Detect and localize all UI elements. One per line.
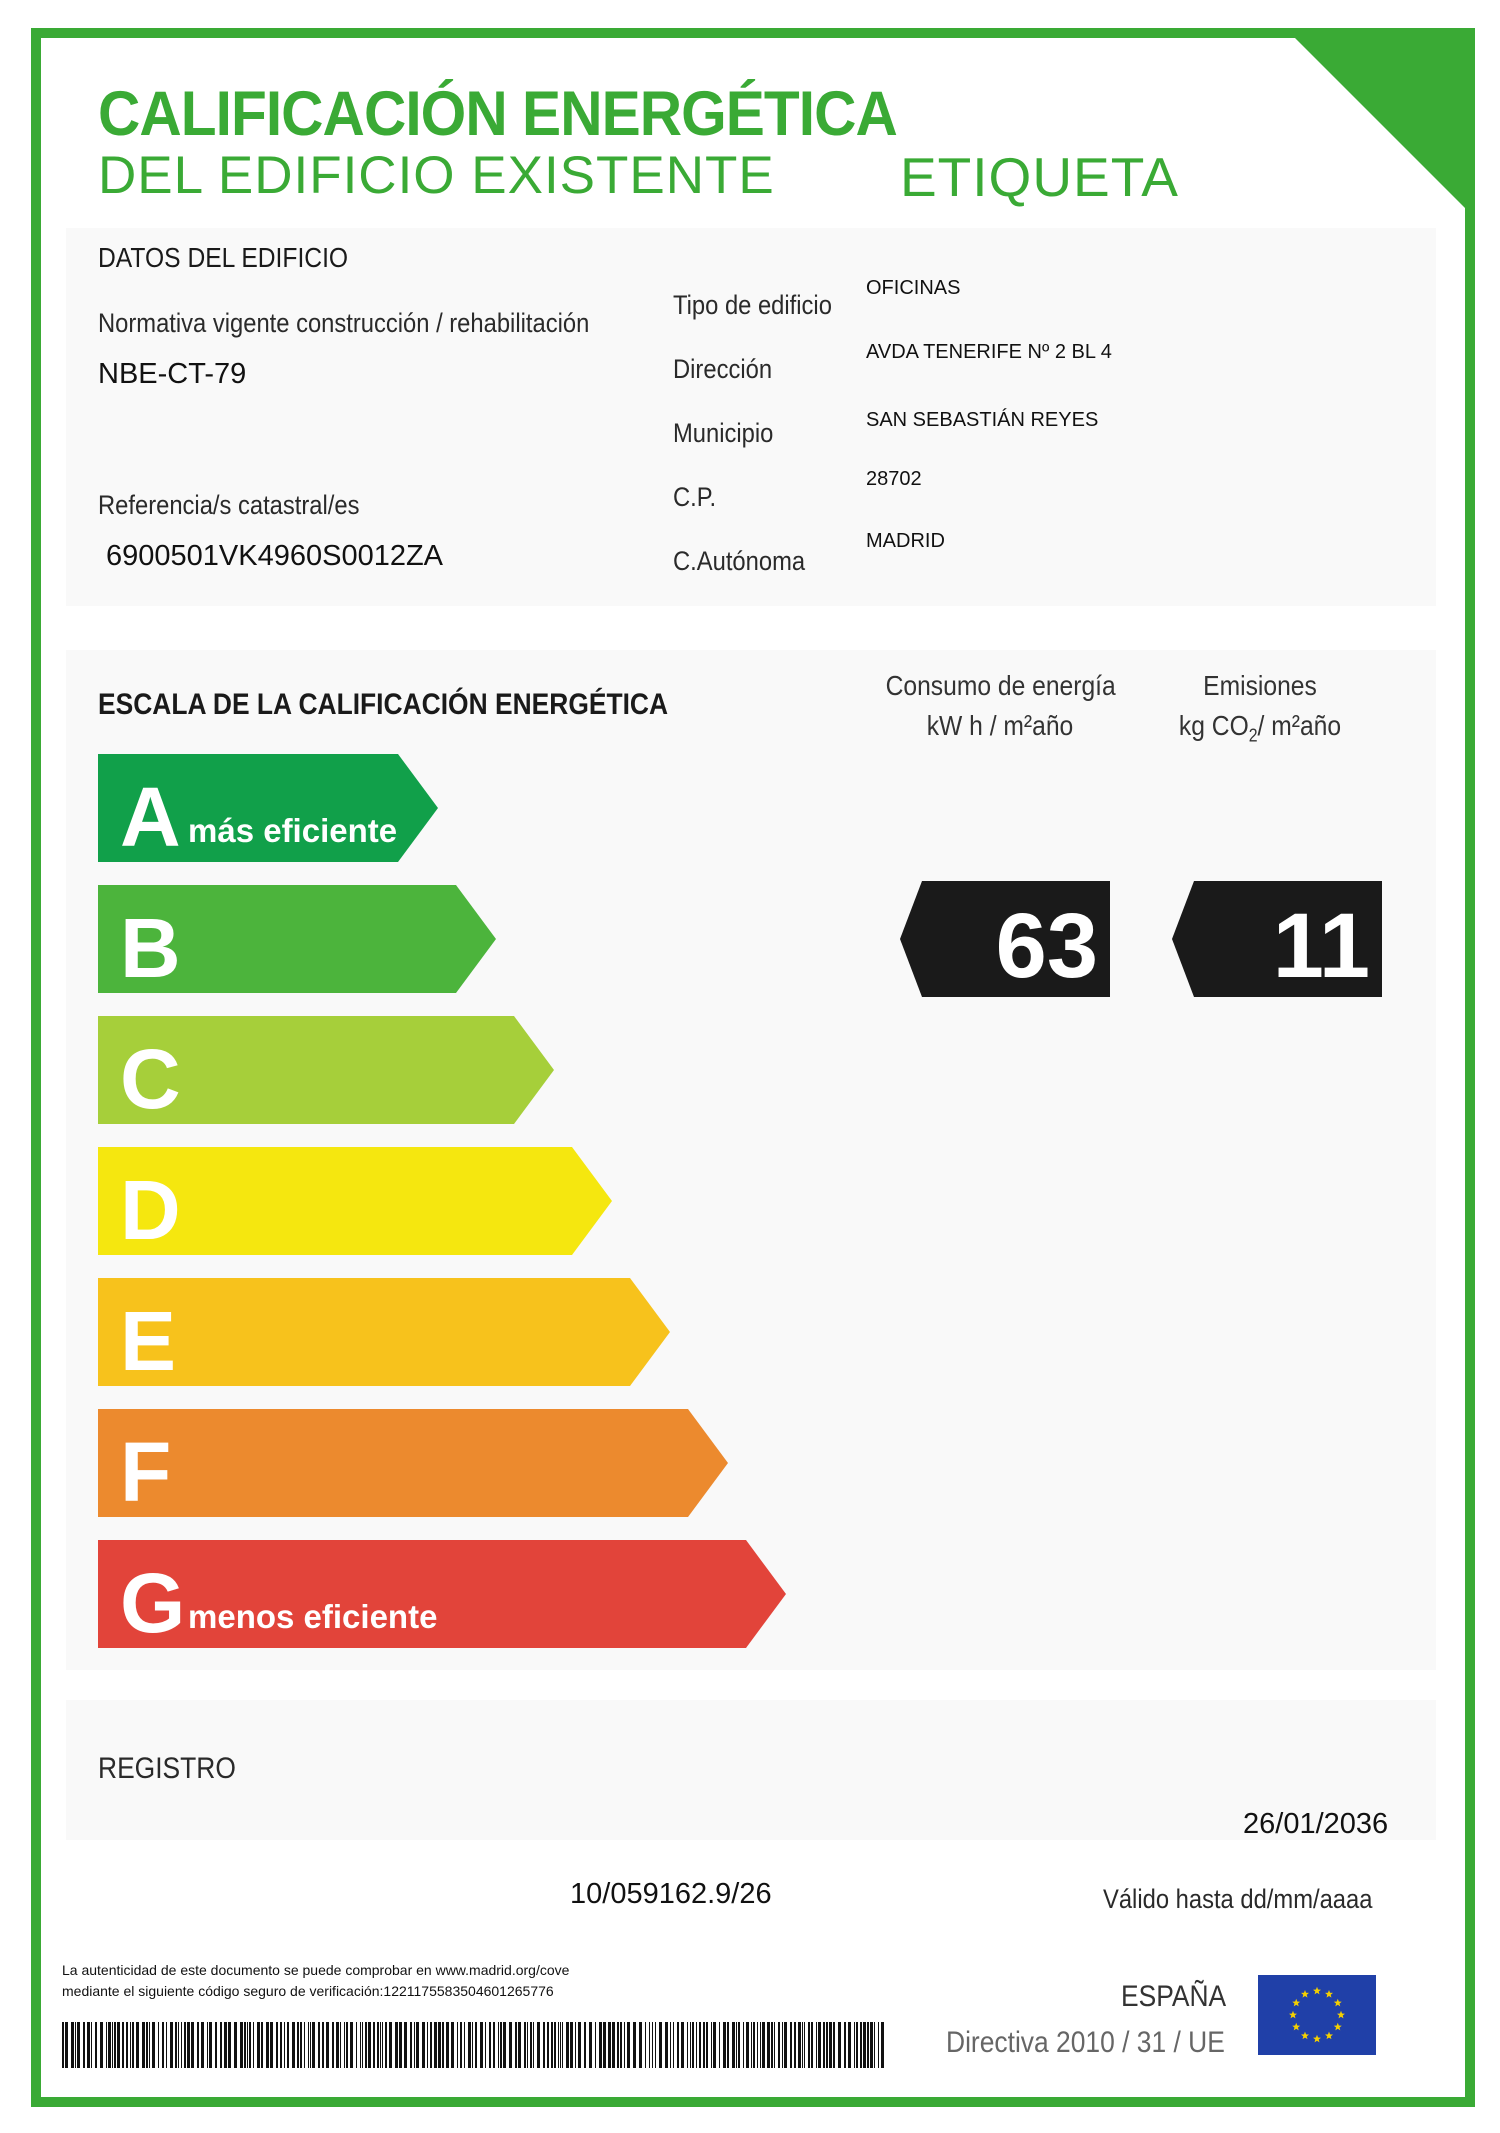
barcode-bar <box>312 2022 315 2068</box>
barcode-bar <box>703 2022 705 2068</box>
barcode-bar <box>184 2022 186 2068</box>
barcode-bar <box>112 2022 113 2068</box>
barcode-bar <box>530 2022 532 2068</box>
barcode-bar <box>368 2022 371 2068</box>
barcode-bar <box>808 2022 810 2068</box>
barcode-bar <box>874 2022 875 2068</box>
barcode-bar <box>826 2022 828 2068</box>
barcode-bar <box>878 2022 879 2068</box>
barcode-bar <box>318 2022 320 2068</box>
barcode-bar <box>589 2022 592 2068</box>
barcode-bar <box>575 2022 576 2068</box>
barcode-bar <box>485 2022 486 2068</box>
barcode-bar <box>706 2022 708 2068</box>
barcode-bar <box>310 2022 311 2068</box>
barcode-bar <box>762 2022 765 2068</box>
barcode-bar <box>732 2022 735 2068</box>
field-label-municipality: Municipio <box>673 418 774 448</box>
barcode-bar <box>603 2022 606 2068</box>
barcode-bar <box>774 2022 775 2068</box>
cadastral-value: 6900501VK4960S0012ZA <box>106 540 444 572</box>
registry-label: REGISTRO <box>98 1752 236 1785</box>
barcode-bar <box>65 2022 68 2068</box>
barcode-bar <box>340 2022 341 2068</box>
barcode-bar <box>385 2022 387 2068</box>
class-arrow-f <box>98 1409 728 1519</box>
barcode-bar <box>844 2022 846 2068</box>
barcode-bar <box>595 2022 596 2068</box>
field-label-type: Tipo de edificio <box>673 290 832 320</box>
norm-value: NBE-CT-79 <box>98 358 247 390</box>
class-arrow-shape <box>98 1409 728 1517</box>
label-title: ETIQUETA <box>900 146 1179 208</box>
class-letter: C <box>120 1032 181 1126</box>
emissions-unit-sub: 2 <box>1248 725 1258 746</box>
barcode-bar <box>681 2022 684 2068</box>
field-label-postcode: C.P. <box>673 482 717 512</box>
barcode-bar <box>690 2022 691 2068</box>
class-arrow-e <box>98 1278 670 1388</box>
barcode-bar <box>760 2022 761 2068</box>
field-value-postcode: 28702 <box>866 468 922 490</box>
barcode-bar <box>493 2022 495 2068</box>
barcode-bar <box>224 2022 227 2068</box>
barcode-bar <box>336 2022 339 2068</box>
barcode-bar <box>794 2022 796 2068</box>
barcode-bar <box>527 2022 528 2068</box>
barcode-bar <box>149 2022 150 2068</box>
barcode-bar <box>652 2022 653 2068</box>
barcode-bar <box>645 2022 646 2068</box>
barcode-bar <box>276 2022 278 2068</box>
barcode-bar <box>515 2022 517 2068</box>
barcode-bar <box>95 2022 97 2068</box>
country-label: ESPAÑA <box>1121 1980 1227 2013</box>
class-arrow-a <box>98 754 438 864</box>
auth-line1: La autenticidad de este documento se puede comprobar en www.madrid.org/cove <box>62 1962 570 1978</box>
barcode-bar <box>322 2022 324 2068</box>
registry-panel <box>66 1700 1436 1840</box>
barcode-bar <box>472 2022 473 2068</box>
barcode-bar <box>300 2022 302 2068</box>
barcode-bar <box>537 2022 540 2068</box>
barcode-bar <box>639 2022 642 2068</box>
barcode-bar <box>346 2022 348 2068</box>
barcode-bar <box>500 2022 502 2068</box>
barcode-bar <box>422 2022 425 2068</box>
class-letter: A <box>120 770 181 864</box>
registry-number: 10/059162.9/26 <box>570 1878 772 1910</box>
barcode-bar <box>798 2022 801 2068</box>
barcode-bar <box>503 2022 506 2068</box>
barcode-bar <box>77 2022 80 2068</box>
class-letter: F <box>120 1425 172 1519</box>
barcode-bar <box>562 2022 563 2068</box>
class-letter: D <box>120 1163 181 1257</box>
field-value-type: OFICINAS <box>866 277 961 299</box>
barcode-bar <box>498 2022 499 2068</box>
barcode-bar <box>446 2022 449 2068</box>
barcode-bar <box>617 2022 619 2068</box>
barcode-bar <box>566 2022 569 2068</box>
barcode-bar <box>181 2022 182 2068</box>
barcode-bar <box>518 2022 521 2068</box>
barcode-bar <box>829 2022 832 2068</box>
barcode-bar <box>670 2022 671 2068</box>
barcode-bar <box>170 2022 173 2068</box>
barcode-bar <box>442 2022 444 2068</box>
barcode-bar <box>665 2022 668 2068</box>
barcode-bar <box>699 2022 701 2068</box>
barcode-bar <box>270 2022 273 2068</box>
barcode-bar <box>509 2022 512 2068</box>
barcode-bar <box>87 2022 90 2068</box>
valid-label: Válido hasta dd/mm/aaaa <box>1103 1884 1373 1914</box>
barcode-bar <box>430 2022 432 2068</box>
barcode-bar <box>711 2022 712 2068</box>
barcode-bar <box>382 2022 383 2068</box>
barcode-bar <box>434 2022 437 2068</box>
emissions-badge-value: 11 <box>1272 895 1370 997</box>
field-value-region: MADRID <box>866 530 945 552</box>
class-letter: E <box>120 1294 177 1388</box>
title-line1: CALIFICACIÓN ENERGÉTICA <box>98 79 897 149</box>
barcode-bar <box>100 2022 103 2068</box>
barcode-bar <box>823 2022 825 2068</box>
barcode-bar <box>854 2022 855 2068</box>
emissions-header-label: Emisiones <box>1203 670 1317 701</box>
barcode-bar <box>146 2022 148 2068</box>
barcode-bar <box>608 2022 611 2068</box>
barcode-bar <box>215 2022 217 2068</box>
barcode-bar <box>399 2022 402 2068</box>
barcode-bar <box>257 2022 260 2068</box>
barcode-bar <box>332 2022 334 2068</box>
barcode-bar <box>162 2022 164 2068</box>
barcode-bar <box>292 2022 295 2068</box>
barcode-bar <box>804 2022 805 2068</box>
barcode-bar <box>736 2022 737 2068</box>
barcode-bar <box>480 2022 483 2068</box>
barcode-bar <box>83 2022 85 2068</box>
barcode-bar <box>71 2022 74 2068</box>
directive-label: Directiva 2010 / 31 / UE <box>946 2026 1225 2059</box>
barcode-bar <box>126 2022 128 2068</box>
barcode-bar <box>659 2022 662 2068</box>
barcode-bar <box>261 2022 263 2068</box>
barcode-bar <box>457 2022 458 2068</box>
scale-title: ESCALA DE LA CALIFICACIÓN ENERGÉTICA <box>98 688 669 721</box>
barcode-bar <box>649 2022 650 2068</box>
barcode-bar <box>142 2022 145 2068</box>
barcode-bar <box>234 2022 237 2068</box>
barcode-bar <box>451 2022 454 2068</box>
consumption-badge-value: 63 <box>995 895 1098 997</box>
barcode-bar <box>627 2022 630 2068</box>
barcode-bar <box>533 2022 534 2068</box>
barcode-bar <box>624 2022 625 2068</box>
barcode-bar <box>560 2022 561 2068</box>
barcode-bar <box>738 2022 740 2068</box>
barcode-bar <box>633 2022 636 2068</box>
barcode-bar <box>790 2022 792 2068</box>
barcode-bar <box>244 2022 246 2068</box>
class-arrow-b <box>98 885 496 995</box>
barcode-bar <box>117 2022 120 2068</box>
barcode-bar <box>191 2022 194 2068</box>
barcode-bar <box>489 2022 491 2068</box>
barcode-bar <box>757 2022 758 2068</box>
barcode-bar <box>136 2022 139 2068</box>
eu-flag-icon <box>1258 1975 1376 2055</box>
emissions-badge <box>1172 881 1382 997</box>
valid-date: 26/01/2036 <box>1243 1808 1389 1840</box>
barcode-bar <box>308 2022 309 2068</box>
barcode-bar <box>253 2022 254 2068</box>
barcode-bar <box>132 2022 134 2068</box>
barcode-bar <box>673 2022 674 2068</box>
barcode-bar <box>414 2022 415 2068</box>
barcode-bar <box>551 2022 553 2068</box>
barcode-bar <box>612 2022 615 2068</box>
barcode-bar <box>122 2022 124 2068</box>
norm-label: Normativa vigente construcción / rehabilitación <box>98 308 590 338</box>
barcode-bar <box>475 2022 477 2068</box>
barcode-bar <box>404 2022 407 2068</box>
barcode-bar <box>249 2022 251 2068</box>
barcode-bar <box>108 2022 111 2068</box>
barcode-bar <box>284 2022 285 2068</box>
barcode-bar <box>655 2022 656 2068</box>
barcode-bar <box>365 2022 367 2068</box>
barcode-bar <box>778 2022 780 2068</box>
barcode-bar <box>771 2022 773 2068</box>
barcode-bar <box>438 2022 441 2068</box>
class-arrow-d <box>98 1147 612 1257</box>
field-value-address: AVDA TENERIFE Nº 2 BL 4 <box>866 341 1112 363</box>
emissions-unit-suffix: / m²año <box>1257 710 1342 741</box>
barcode-bar <box>427 2022 428 2068</box>
barcode-bar <box>599 2022 602 2068</box>
barcode-bar <box>867 2022 869 2068</box>
barcode-bar <box>782 2022 783 2068</box>
barcode-bar <box>723 2022 726 2068</box>
barcode-bar <box>350 2022 353 2068</box>
barcode-bar <box>767 2022 770 2068</box>
barcode-bar <box>863 2022 866 2068</box>
class-letter: G <box>120 1556 186 1650</box>
barcode-bar <box>554 2022 556 2068</box>
field-value-municipality: SAN SEBASTIÁN REYES <box>866 409 1099 431</box>
barcode-bar <box>166 2022 167 2068</box>
barcode-bar <box>362 2022 363 2068</box>
barcode-bar <box>547 2022 549 2068</box>
class-letter: B <box>120 901 181 995</box>
barcode-bar <box>158 2022 159 2068</box>
barcode-bar <box>838 2022 841 2068</box>
barcode-bar <box>247 2022 248 2068</box>
barcode-bar <box>833 2022 835 2068</box>
barcode-bar <box>524 2022 526 2068</box>
consumption-header-label: Consumo de energía <box>885 670 1116 701</box>
barcode-bar <box>719 2022 720 2068</box>
barcode-bar <box>326 2022 329 2068</box>
barcode-bar <box>584 2022 586 2068</box>
barcode-bar <box>570 2022 573 2068</box>
barcode-bar <box>416 2022 419 2068</box>
field-label-region: C.Autónoma <box>673 546 806 576</box>
barcode-bar <box>811 2022 813 2068</box>
barcode-bar <box>62 2022 64 2068</box>
barcode-bar <box>543 2022 545 2068</box>
class-note: más eficiente <box>188 812 398 849</box>
barcode-bar <box>620 2022 622 2068</box>
barcode-bar <box>75 2022 76 2068</box>
barcode-bar <box>130 2022 131 2068</box>
barcode-bar <box>297 2022 299 2068</box>
barcode-bar <box>344 2022 345 2068</box>
barcode-bar <box>287 2022 289 2068</box>
barcode-bar <box>197 2022 199 2068</box>
barcode-bar <box>692 2022 694 2068</box>
cadastral-label: Referencia/s catastral/es <box>98 490 360 520</box>
barcode-bar <box>389 2022 392 2068</box>
barcode-bar <box>856 2022 858 2068</box>
field-label-address: Dirección <box>673 354 773 384</box>
barcode-bar <box>114 2022 116 2068</box>
barcode-bar <box>687 2022 688 2068</box>
barcode-bar <box>464 2022 465 2068</box>
barcode-bar <box>373 2022 375 2068</box>
barcode-bar <box>280 2022 282 2068</box>
barcode-bar <box>410 2022 412 2068</box>
building-section-title: DATOS DEL EDIFICIO <box>98 242 349 273</box>
barcode-bar <box>870 2022 873 2068</box>
barcode-bar <box>746 2022 749 2068</box>
barcode-bar <box>266 2022 269 2068</box>
barcode-bar <box>784 2022 787 2068</box>
barcode-bar <box>380 2022 381 2068</box>
barcode-bar <box>209 2022 212 2068</box>
barcode-bar <box>818 2022 821 2068</box>
barcode-bar <box>677 2022 679 2068</box>
verification-barcode <box>62 2022 890 2068</box>
barcode-bar <box>175 2022 177 2068</box>
barcode-bar <box>727 2022 729 2068</box>
barcode-bar <box>460 2022 462 2068</box>
barcode-bar <box>106 2022 107 2068</box>
barcode-bar <box>881 2022 884 2068</box>
barcode-bar <box>152 2022 155 2068</box>
class-arrow-g <box>98 1540 786 1650</box>
barcode-bar <box>860 2022 862 2068</box>
barcode-bar <box>558 2022 559 2068</box>
auth-line2: mediante el siguiente código seguro de verificación:1221175583504601265776 <box>62 1983 554 1999</box>
barcode-bar <box>377 2022 379 2068</box>
barcode-bar <box>220 2022 222 2068</box>
auth-text <box>62 1960 569 2002</box>
class-note: menos eficiente <box>188 1598 438 1635</box>
barcode-bar <box>816 2022 817 2068</box>
barcode-bar <box>91 2022 92 2068</box>
barcode-bar <box>304 2022 305 2068</box>
barcode-bar <box>360 2022 361 2068</box>
barcode-bar <box>468 2022 471 2068</box>
consumption-badge <box>900 881 1110 997</box>
emissions-unit-prefix: kg CO <box>1178 710 1249 741</box>
barcode-bar <box>848 2022 851 2068</box>
barcode-bar <box>395 2022 398 2068</box>
barcode-bar <box>713 2022 716 2068</box>
barcode-bar <box>751 2022 752 2068</box>
barcode-bar <box>753 2022 755 2068</box>
consumption-unit: kW h / m²año <box>926 710 1074 741</box>
barcode-bar <box>207 2022 208 2068</box>
barcode-bar <box>187 2022 190 2068</box>
barcode-bar <box>696 2022 697 2068</box>
barcode-bar <box>201 2022 204 2068</box>
barcode-bar <box>578 2022 581 2068</box>
barcode-bar <box>240 2022 243 2068</box>
barcode-bar <box>356 2022 357 2068</box>
class-arrow-c <box>98 1016 554 1126</box>
barcode-bar <box>743 2022 744 2068</box>
barcode-bar <box>228 2022 231 2068</box>
title-line2: DEL EDIFICIO EXISTENTE <box>98 146 775 205</box>
barcode-bar <box>178 2022 179 2068</box>
class-arrow-shape <box>98 1278 670 1386</box>
barcode-bar <box>802 2022 803 2068</box>
